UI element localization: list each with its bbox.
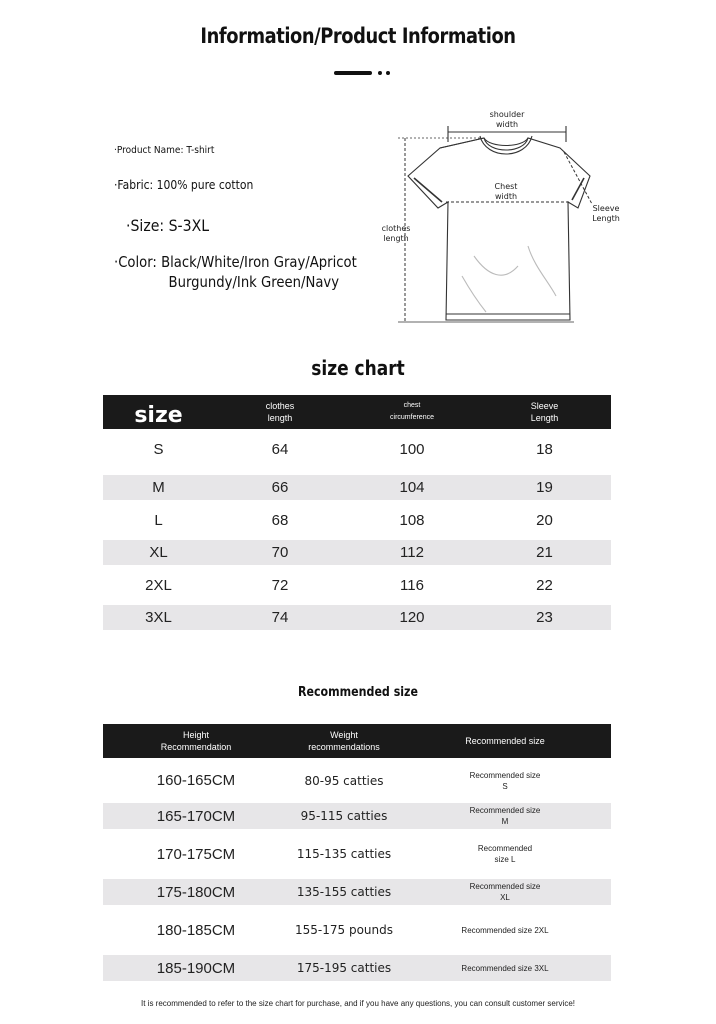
rec-size-line-2: M bbox=[501, 817, 509, 826]
rec-size-line-2: XL bbox=[500, 893, 510, 902]
cell-chest: 112 bbox=[346, 540, 478, 565]
product-colors-line-2: Burgundy/Ink Green/Navy bbox=[168, 273, 340, 291]
tshirt-outline-icon bbox=[378, 106, 618, 328]
cell-weight: 95-115 catties bbox=[289, 803, 399, 829]
cell-size: M bbox=[103, 475, 214, 500]
cell-height: 170-175CM bbox=[156, 845, 236, 863]
cell-height: 160-165CM bbox=[156, 772, 236, 789]
cell-weight: 80-95 catties bbox=[304, 773, 384, 788]
cell-recommended-size bbox=[399, 955, 611, 981]
cell-recommended-size bbox=[399, 905, 611, 955]
cell-chest: 120 bbox=[346, 605, 478, 630]
cell-weight: 155-175 pounds bbox=[295, 923, 393, 937]
product-colors bbox=[114, 252, 357, 292]
cell-size: S bbox=[153, 440, 164, 458]
table-row bbox=[103, 605, 611, 630]
chest-width-label-1: Chest bbox=[494, 182, 518, 191]
product-fabric: ·Fabric: 100% pure cotton bbox=[114, 178, 254, 192]
shoulder-width-label bbox=[482, 110, 532, 130]
cell-sleeve: 18 bbox=[536, 440, 553, 458]
rec-size-line-1: Recommended size bbox=[469, 882, 541, 891]
cell-weight: 135-155 catties bbox=[289, 879, 399, 905]
rec-size-line-1: Recommended size bbox=[469, 770, 541, 780]
cell-recommended-size bbox=[399, 829, 611, 879]
cell-sleeve: 20 bbox=[536, 511, 553, 529]
cell-chest: 100 bbox=[399, 440, 425, 458]
header-weight-2: recommendations bbox=[308, 742, 380, 752]
header-sleeve-length bbox=[478, 395, 611, 429]
product-name: ·Product Name: T-shirt bbox=[114, 145, 215, 156]
cell-recommended-size bbox=[399, 803, 611, 829]
cell-length: 70 bbox=[214, 540, 346, 565]
size-chart-table bbox=[103, 395, 611, 630]
rec-size-line-1: Recommended size 3XL bbox=[461, 963, 549, 973]
cell-sleeve: 23 bbox=[478, 605, 611, 630]
page-title: Information/Product Information bbox=[200, 24, 516, 48]
header-weight bbox=[289, 724, 399, 758]
header-clothes-length bbox=[214, 395, 346, 429]
shoulder-width-label-1: shoulder bbox=[489, 110, 525, 119]
header-height bbox=[103, 724, 289, 758]
cell-sleeve: 22 bbox=[536, 576, 553, 594]
table-row bbox=[103, 429, 611, 469]
title-dot bbox=[386, 71, 390, 75]
clothes-length-label-2: length bbox=[383, 234, 409, 243]
cell-weight: 175-195 catties bbox=[289, 955, 399, 981]
rec-size-line-1: Recommended bbox=[477, 844, 533, 853]
tshirt-measurement-diagram bbox=[378, 106, 618, 328]
table-row bbox=[103, 475, 611, 500]
cell-chest: 104 bbox=[346, 475, 478, 500]
table-row bbox=[103, 905, 611, 955]
table-row bbox=[103, 803, 611, 829]
header-height-2: Recommendation bbox=[160, 742, 232, 752]
table-row bbox=[103, 955, 611, 981]
header-clothes-length-2: length bbox=[267, 413, 293, 423]
sleeve-length-label-2: Length bbox=[592, 214, 620, 223]
cell-weight: 115-135 catties bbox=[296, 847, 392, 861]
cell-chest: 108 bbox=[399, 511, 425, 529]
cell-length: 64 bbox=[271, 440, 289, 458]
cell-length: 66 bbox=[214, 475, 346, 500]
product-colors-line-1: ·Color: Black/White/Iron Gray/Apricot bbox=[114, 253, 357, 271]
cell-size: 3XL bbox=[103, 605, 214, 630]
cell-height: 180-185CM bbox=[156, 921, 236, 939]
sleeve-length-label bbox=[588, 204, 624, 224]
size-chart-title: size chart bbox=[311, 356, 405, 380]
chest-width-label bbox=[486, 182, 526, 202]
cell-length: 74 bbox=[214, 605, 346, 630]
cell-sleeve: 19 bbox=[478, 475, 611, 500]
cell-size: XL bbox=[103, 540, 214, 565]
header-weight-1: Weight bbox=[330, 730, 358, 740]
cell-height: 175-180CM bbox=[103, 879, 289, 905]
footer-note: It is recommended to refer to the size chart for purchase, and if you have any questions, you can consult customer service! bbox=[141, 999, 575, 1008]
recommended-header bbox=[103, 724, 611, 758]
table-row bbox=[103, 829, 611, 879]
title-underline-bar bbox=[334, 71, 372, 75]
header-sleeve-1: Sleeve bbox=[530, 401, 559, 411]
recommended-size-table bbox=[103, 724, 611, 981]
cell-size: 2XL bbox=[145, 576, 172, 594]
rec-size-line-2: S bbox=[502, 781, 508, 791]
rec-size-line-2: size L bbox=[494, 855, 516, 864]
clothes-length-label bbox=[380, 224, 412, 244]
cell-height: 165-170CM bbox=[103, 803, 289, 829]
title-decoration bbox=[334, 70, 394, 76]
table-row bbox=[103, 565, 611, 605]
table-row bbox=[103, 879, 611, 905]
header-size: size bbox=[103, 395, 214, 429]
header-height-1: Height bbox=[182, 730, 209, 740]
header-chest-2: circumference bbox=[390, 414, 434, 421]
table-row bbox=[103, 758, 611, 803]
cell-size: L bbox=[154, 511, 163, 529]
rec-size-line-1: Recommended size 2XL bbox=[461, 925, 549, 935]
cell-length: 72 bbox=[271, 576, 289, 594]
header-clothes-length-1: clothes bbox=[265, 401, 295, 411]
table-row bbox=[103, 500, 611, 540]
rec-size-line-1: Recommended size bbox=[469, 806, 541, 815]
cell-chest: 116 bbox=[400, 576, 424, 594]
size-chart-header bbox=[103, 395, 611, 429]
header-chest-1: chest bbox=[403, 402, 421, 409]
sleeve-length-label-1: Sleeve bbox=[592, 204, 620, 213]
cell-height: 185-190CM bbox=[103, 955, 289, 981]
cell-sleeve: 21 bbox=[478, 540, 611, 565]
cell-recommended-size bbox=[399, 879, 611, 905]
header-sleeve-2: Length bbox=[530, 413, 559, 423]
shoulder-width-label-2: width bbox=[495, 120, 519, 129]
table-row bbox=[103, 540, 611, 565]
cell-length: 68 bbox=[271, 511, 289, 529]
header-chest bbox=[346, 395, 478, 429]
cell-recommended-size bbox=[399, 758, 611, 803]
header-recommended-size: Recommended size bbox=[399, 724, 611, 758]
recommended-size-title: Recommended size bbox=[297, 685, 418, 700]
chest-width-label-2: width bbox=[494, 192, 518, 201]
product-size-range: ·Size: S-3XL bbox=[126, 216, 210, 235]
title-dot bbox=[378, 71, 382, 75]
clothes-length-label-1: clothes bbox=[381, 224, 411, 233]
